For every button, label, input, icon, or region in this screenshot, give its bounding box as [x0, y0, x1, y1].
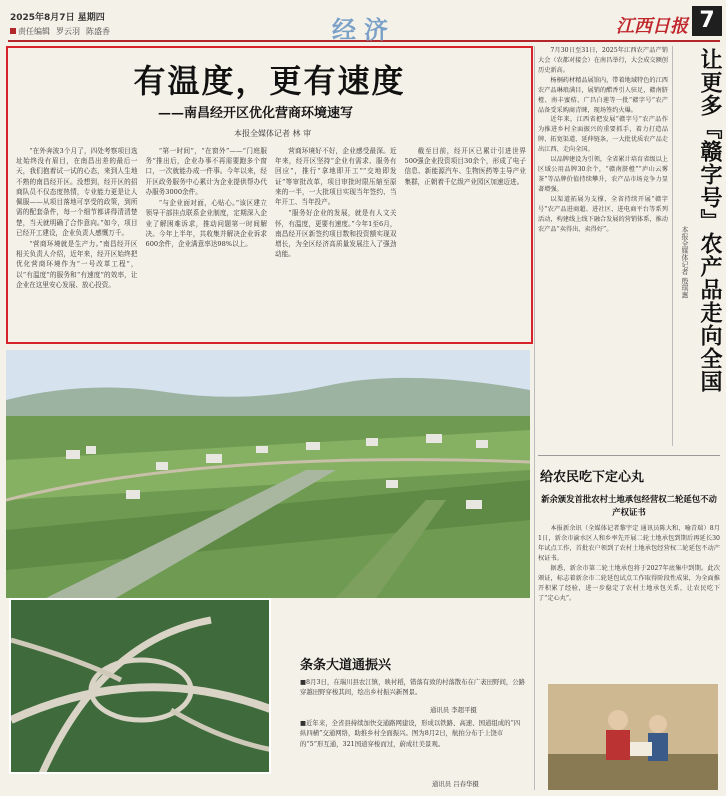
lead-subheadline: ——南昌经开区优化营商环境速写: [158, 106, 354, 121]
column-divider: [672, 46, 673, 446]
body-column: [16, 146, 138, 338]
body-paragraph: 本报新余讯（全媒体记者黎宇定 通讯员陈大和、喻青瑞）8月1日，新余市渝水区人和乡率先开展二轮土地承包到期后再延长30年试点工作，首批农户领到了农村土地承包经营权二轮延包不动产权证书。: [538, 525, 720, 562]
body-paragraph: 近年来，江西省把发展“赣字号”农产品作为推进乡村全面振兴的重要抓手，着力打造品牌、拓宽渠道、延伸链条，一大批优质农产品走出江西、走向全国。: [538, 116, 668, 154]
photo-title: 条条大道通振兴: [300, 658, 392, 673]
lead-article[interactable]: [6, 46, 533, 344]
lead-byline: 本报全媒体记者 林 审: [234, 129, 312, 138]
article-headline: 新余颁发首批农村土地承包经营权二轮延包不动产权证书: [541, 494, 717, 517]
article-body: [538, 524, 720, 603]
side-headline: 让更多『赣字号』农产品走向全国: [697, 48, 723, 393]
rural-landscape-illustration: [6, 350, 530, 598]
interchange-illustration: [11, 600, 271, 774]
editor-line: [10, 26, 110, 37]
farmer-photo: [548, 684, 718, 790]
editor-label-text: 责任编辑: [18, 27, 50, 36]
page-number: 7: [692, 6, 722, 36]
photo-credit: 通讯员 吕春华摄: [432, 780, 479, 788]
farmer-illustration: [548, 684, 718, 790]
body-paragraph: “服务好企业的发展，就是有人文关怀，有温度，更要有速度。”今年1至6月，南昌经开区新签约项目数和投资额实现双增长，为全区经济高质量发展注入了强劲动能。: [275, 209, 397, 259]
section-title: 经济: [332, 15, 396, 44]
photo-caption: ■8月3日，在瑞川县农江镇，映衬稻，错落有致的村落散布在广袤田野间，公路穿越田野穿梭其间，绘出乡村振兴新图景。: [300, 678, 526, 697]
body-paragraph: “第一时间”，“在窗外”——“门庭服务”推出后，企业办事不再需要跑多个窗口，一次就能办成一件事。今年以来，经开区政务服务中心累计为企业提供帮办代办服务3000余件。: [145, 147, 267, 196]
photo-caption: ■近年来，全省县持续加快交通路网建设，形成以铁路、高速、国道组成的“四纵四横”交通网络，助推乡村全面振兴。图为8月2日，航拍分布于上饶市的“5”形互通，321国道穿梭而过，蔚成壮美景观。: [300, 719, 521, 748]
body-paragraph: 营商环境好不好，企业感受最深。近年来，经开区坚持“企业有需求、服务有回应”，推行“拿地即开工”“交地即发证”等审批改革，项目审批时限压缩至原来的一半，一大批项目实现当年签约、当年开工、当年投产。: [275, 147, 397, 207]
editor-label: [10, 26, 50, 37]
lead-body: [16, 146, 526, 338]
middle-article-body: [538, 46, 668, 235]
body-paragraph: 7月30日至31日，2025年江西农产品产销大会（农都对接会）在南昌举行，大会成交额创历史新高。: [538, 47, 668, 74]
body-paragraph: “在外奔波3个月了，四处考察项目选址始终没有眉目，在南昌出差的最后一天，我们抱着试一试的心态，来到人生地不熟的南昌经开区。没想到，经开区的招商队员不仅态度热情，专业能力更是让人佩服——从项目落地可享受的政策，到所需的配套条件，每一个细节都讲得清清楚楚，当天就明确了合作意向。”如今，项目已经开工建设，企业负责人感慨万千。: [16, 147, 138, 237]
section-rule: [538, 455, 720, 456]
body-paragraph: 以品牌建设为引领，全省累计培育省级以上区域公用品牌30余个，“赣南脐橙”“庐山云雾茶”等品牌价值持续攀升，农产品市场竞争力显著增强。: [538, 156, 668, 193]
column-divider: [534, 46, 535, 790]
body-column: [146, 146, 268, 338]
middle-article[interactable]: [538, 46, 668, 446]
side-byline: 本报全媒体记者 殷琪惠: [681, 226, 689, 299]
land-contract-article[interactable]: [538, 466, 720, 666]
body-paragraph: 杨桐药材精品展馆内，带着地域特色的江西农产品琳琅满目，展销的醋香引人驻足，赣南脐橙、南丰蜜桔、广昌白莲等一批“赣字号”农产品备受采购商青睐，现场签约火爆。: [538, 76, 668, 114]
rural-aerial-photo: [6, 350, 530, 598]
body-paragraph: “营商环境就是生产力。”南昌经开区相关负责人介绍，近年来，经开区始终把优化营商环境作为“一号改革工程”，以“有温度”的服务和“有速度”的效率，让企业在这里安心发展、放心投资。: [16, 239, 138, 289]
body-paragraph: 据悉，新余市第二轮土地承包将于2027年底集中到期。此次颁证，标志着新余市二轮延包试点工作取得阶段性成果，为全面推开积累了经验，进一步稳定了农村土地承包关系，让农民吃下了“定心丸”。: [538, 564, 720, 602]
photo-credit: 通讯员 李超平摄: [430, 706, 477, 714]
copy-editor-name: 陈盛香: [86, 27, 110, 36]
red-square-icon: [10, 28, 16, 34]
page-header: [8, 6, 720, 42]
body-paragraph: 以渠道拓展为支撑，全省持续开展“赣字号”农产品进商超、进社区、进电商平台等系列活动，构建线上线下融合发展的营销体系，推动农产品“卖得出、卖得好”。: [538, 195, 668, 233]
body-column: [275, 146, 397, 338]
body-column: [405, 146, 527, 338]
body-paragraph: “与企业面对面，心贴心。”该区建立领导干部挂点联系企业制度，定期深入企业了解困难诉求，推动问题第一时间解决。今年上半年，共收集并解决企业诉求600余件，企业满意率达98%以上。: [145, 199, 267, 248]
body-paragraph: 截至目前，经开区已累计引进世界500强企业投资项目30余个，形成了电子信息、新能源汽车、生物医药等主导产业集群，正朝着千亿级产业园区加速迈进。: [404, 147, 526, 186]
lead-headline: 有温度，更有速度: [133, 62, 406, 100]
side-headline-block[interactable]: [676, 46, 723, 446]
article-kicker: 给农民吃下定心丸: [540, 470, 645, 485]
editor-name: 罗云羽: [56, 27, 80, 36]
highway-interchange-photo: [9, 598, 271, 774]
issue-date: 2025年8月7日 星期四: [10, 13, 105, 23]
newspaper-logo: 江西日报: [616, 16, 688, 37]
